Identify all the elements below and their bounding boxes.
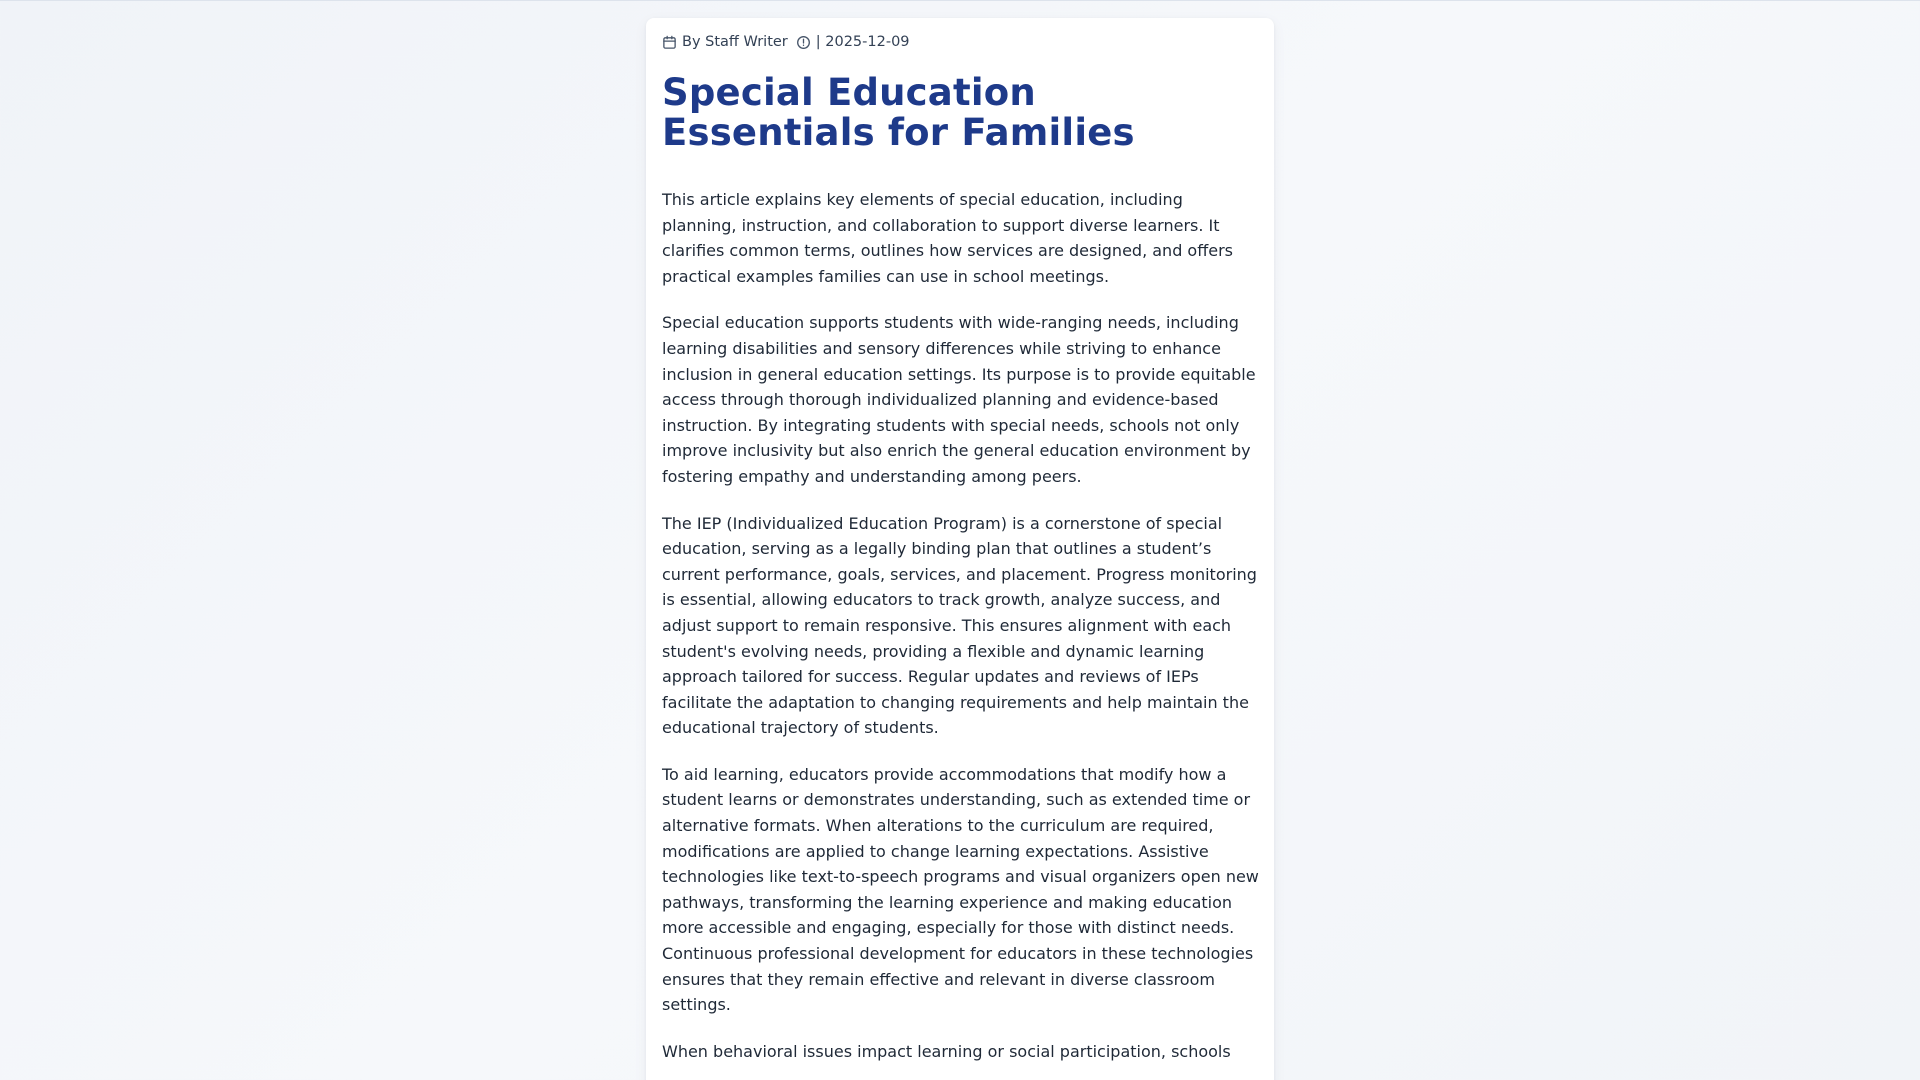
- article-paragraph: This article explains key elements of special education, including planning, instruction, and collaboration to support diverse learners. It clarifies common terms, outlines how services are designed, and offers practical examples families can use in school meetings.: [662, 190, 1233, 286]
- calendar-icon: [662, 35, 677, 50]
- top-border: [0, 0, 1920, 1]
- publish-date: | 2025-12-09: [815, 34, 910, 50]
- article-paragraph: When behavioral issues impact learning or social participation, schools: [662, 1041, 1231, 1061]
- article-paragraph: To aid learning, educators provide accommodations that modify how a student learns or demonstrates understanding, such as extended time or alternative formats. When alterations to the curriculum are required, modifications are applied to change learning expectations. Assistive technologies like text-to-speech programs and visual organizers open new pathways, transforming the learning experience and making education more accessible and engaging, especially for those with distinct needs. Continuous professional development for educators in these technologies ensures that they remain effective and relevant in diverse classroom settings.: [662, 764, 1259, 1015]
- article-title: Special Education Essentials for Families: [662, 71, 1135, 154]
- clock-icon: [796, 35, 811, 50]
- article-paragraph: The IEP (Individualized Education Program) is a cornerstone of special education, serving as a legally binding plan that outlines a student’s current performance, goals, services, and placement. Progress monitoring is essential, allowing educators to track growth, analyze success, and adjust support to remain responsive. This ensures alignment with each student's evolving needs, providing a flexible and dynamic learning approach tailored for success. Regular updates and reviews of IEPs facilitate the adaptation to changing requirements and help maintain the educational trajectory of students.: [662, 513, 1257, 738]
- article-meta: [662, 31, 1258, 53]
- article-paragraph: Special education supports students with wide-ranging needs, including learning disabilities and sensory differences while striving to enhance inclusion in general education settings. Its purpose is to provide equitable access through thorough individualized planning and evidence-based instruction. By integrating students with special needs, schools not only improve inclusivity but also enrich the general education environment by fostering empathy and understanding among peers.: [662, 313, 1256, 486]
- article-card: [646, 18, 1274, 1080]
- byline: By Staff Writer: [682, 34, 788, 50]
